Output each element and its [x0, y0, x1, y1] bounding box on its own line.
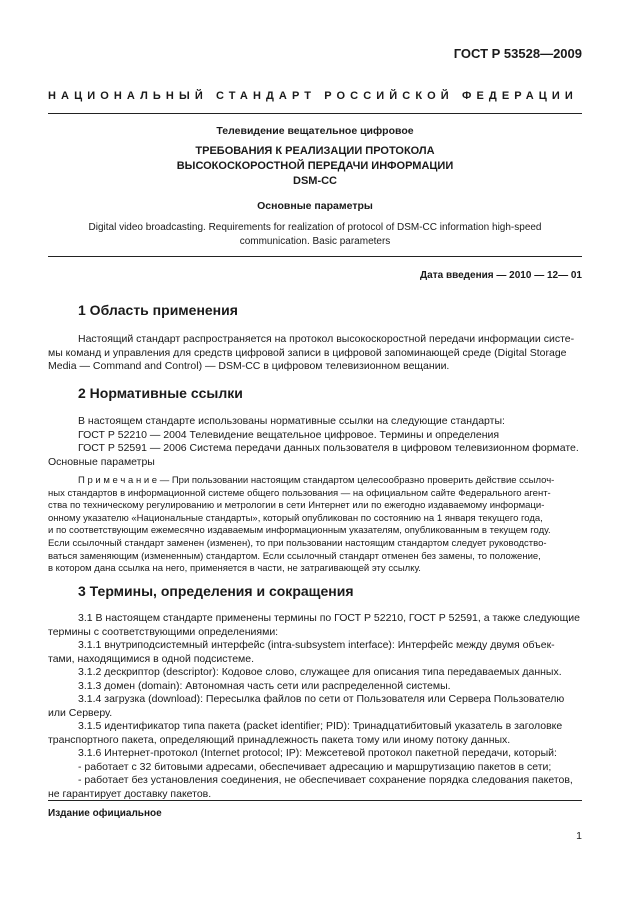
text-line: мы команд и управления для средств цифровой записи в цифровой запоминающей среде (Digital Storage — [48, 346, 567, 359]
note-line: ваться заменяющим (измененным) стандартом. Если ссылочный стандарт отменен без замены, то положение, — [48, 550, 541, 562]
note-line: П р и м е ч а н и е — При пользовании настоящим стандартом целесообразно проверить действие ссылоч- — [78, 475, 555, 486]
text-line: 3.1 В настоящем стандарте применены термины по ГОСТ Р 52210, ГОСТ Р 52591, а также следующие — [78, 612, 580, 624]
text-line: транспортного пакета, определяющий принадлежность пакета тому или иному потоку данных. — [48, 733, 511, 746]
note-line: ства по техническому регулированию и метрологии в сети Интернет или по ежегодно издаваемому информаци- — [48, 500, 545, 512]
text-line: 3.1.3 домен (domain): Автономная часть сети или распределенной системы. — [78, 679, 451, 692]
text-line: Настоящий стандарт распространяется на протокол высокоскоростной передачи информации систе- — [78, 333, 575, 345]
english-line: Digital video broadcasting. Requirements for realization of protocol of DSM-CC information high-speed — [88, 222, 542, 233]
text-line: 3.1.5 идентификатор типа пакета (packet identifier; PID): Тринадцатибитовый указатель в заголовке — [78, 720, 563, 732]
page-number: 1 — [576, 830, 582, 842]
english-title — [70, 221, 560, 248]
text-line: Основные параметры — [48, 455, 155, 468]
footer-rule — [48, 800, 582, 801]
text-line: или Серверу. — [48, 706, 113, 719]
document-subtitle-2: Основные параметры — [257, 200, 373, 212]
top-rule — [48, 113, 582, 114]
note-line: и по соответствующим ежемесячно издаваемым информационным указателям, опубликованным в текущем году. — [48, 525, 551, 537]
title-rule — [48, 256, 582, 257]
text-line: 3.1.6 Интернет-протокол (Internet protocol; IP): Межсетевой протокол пакетной передачи, который: — [78, 747, 557, 759]
standard-banner: НАЦИОНАЛЬНЫЙ СТАНДАРТ РОССИЙСКОЙ ФЕДЕРАЦИИ — [48, 90, 578, 102]
section-1-text — [48, 333, 582, 374]
document-title — [48, 144, 582, 189]
note-line: Если ссылочный стандарт заменен (изменен), то при пользовании настоящим стандартом следует руководство- — [48, 537, 547, 549]
text-line: ГОСТ Р 52210 — 2004 Телевидение вещательное цифровое. Термины и определения — [78, 428, 500, 441]
section-1-heading: 1 Область применения — [78, 302, 238, 318]
text-line: ГОСТ Р 52591 — 2006 Система передачи данных пользователя в цифровом телевизионном формате. — [78, 442, 579, 454]
text-line: 3.1.1 внутриподсистемный интерфейс (intra-subsystem interface): Интерфейс между двумя объек- — [78, 639, 555, 651]
text-line: не гарантирует доставку пакетов. — [48, 787, 212, 800]
english-line: communication. Basic parameters — [239, 235, 391, 247]
title-line: ТРЕБОВАНИЯ К РЕАЛИЗАЦИИ ПРОТОКОЛА — [195, 145, 435, 157]
note-line: онному указателю «Национальные стандарты», который опубликован по состоянию на 1 января текущего года, — [48, 512, 543, 524]
introduction-date: Дата введения — 2010 — 12— 01 — [420, 270, 582, 281]
section-2-note — [48, 475, 582, 576]
standard-number: ГОСТ Р 53528—2009 — [453, 46, 582, 61]
section-2-text — [48, 415, 582, 469]
title-line: ВЫСОКОСКОРОСТНОЙ ПЕРЕДАЧИ ИНФОРМАЦИИ — [176, 160, 454, 172]
note-line: в котором дана ссылка на него, применяется в части, не затрагивающей эту ссылку. — [48, 563, 421, 575]
text-line: 3.1.2 дескриптор (descriptor): Кодовое слово, служащее для описания типа передаваемых данных. — [78, 666, 562, 678]
text-line: Media — Command and Control) — DSM-CC в цифровом телевизионном вещании. — [48, 360, 450, 372]
note-line: ных стандартов в информационной системе общего пользования — на официальном сайте Федерального агент- — [48, 487, 551, 499]
section-3-text — [48, 612, 582, 801]
document-subtitle: Телевидение вещательное цифровое — [216, 125, 414, 137]
section-3-heading: 3 Термины, определения и сокращения — [78, 583, 354, 599]
text-line: тами, находящимися в одной подсистеме. — [48, 652, 255, 665]
text-line: В настоящем стандарте использованы нормативные ссылки на следующие стандарты: — [78, 415, 505, 427]
title-line: DSM-CC — [293, 175, 337, 187]
text-line: - работает без установления соединения, не обеспечивает сохранение порядка следования пакетов, — [78, 774, 573, 786]
text-line: термины с соответствующими определениями: — [48, 625, 279, 638]
text-line: - работает с 32 битовыми адресами, обеспечивает адресацию и маршрутизацию пакетов в сети; — [78, 760, 552, 773]
text-line: 3.1.4 загрузка (download): Пересылка файлов по сети от Пользователя или Сервера Пользователю — [78, 693, 565, 705]
section-2-heading: 2 Нормативные ссылки — [78, 385, 243, 401]
official-edition-label: Издание официальное — [48, 808, 162, 819]
